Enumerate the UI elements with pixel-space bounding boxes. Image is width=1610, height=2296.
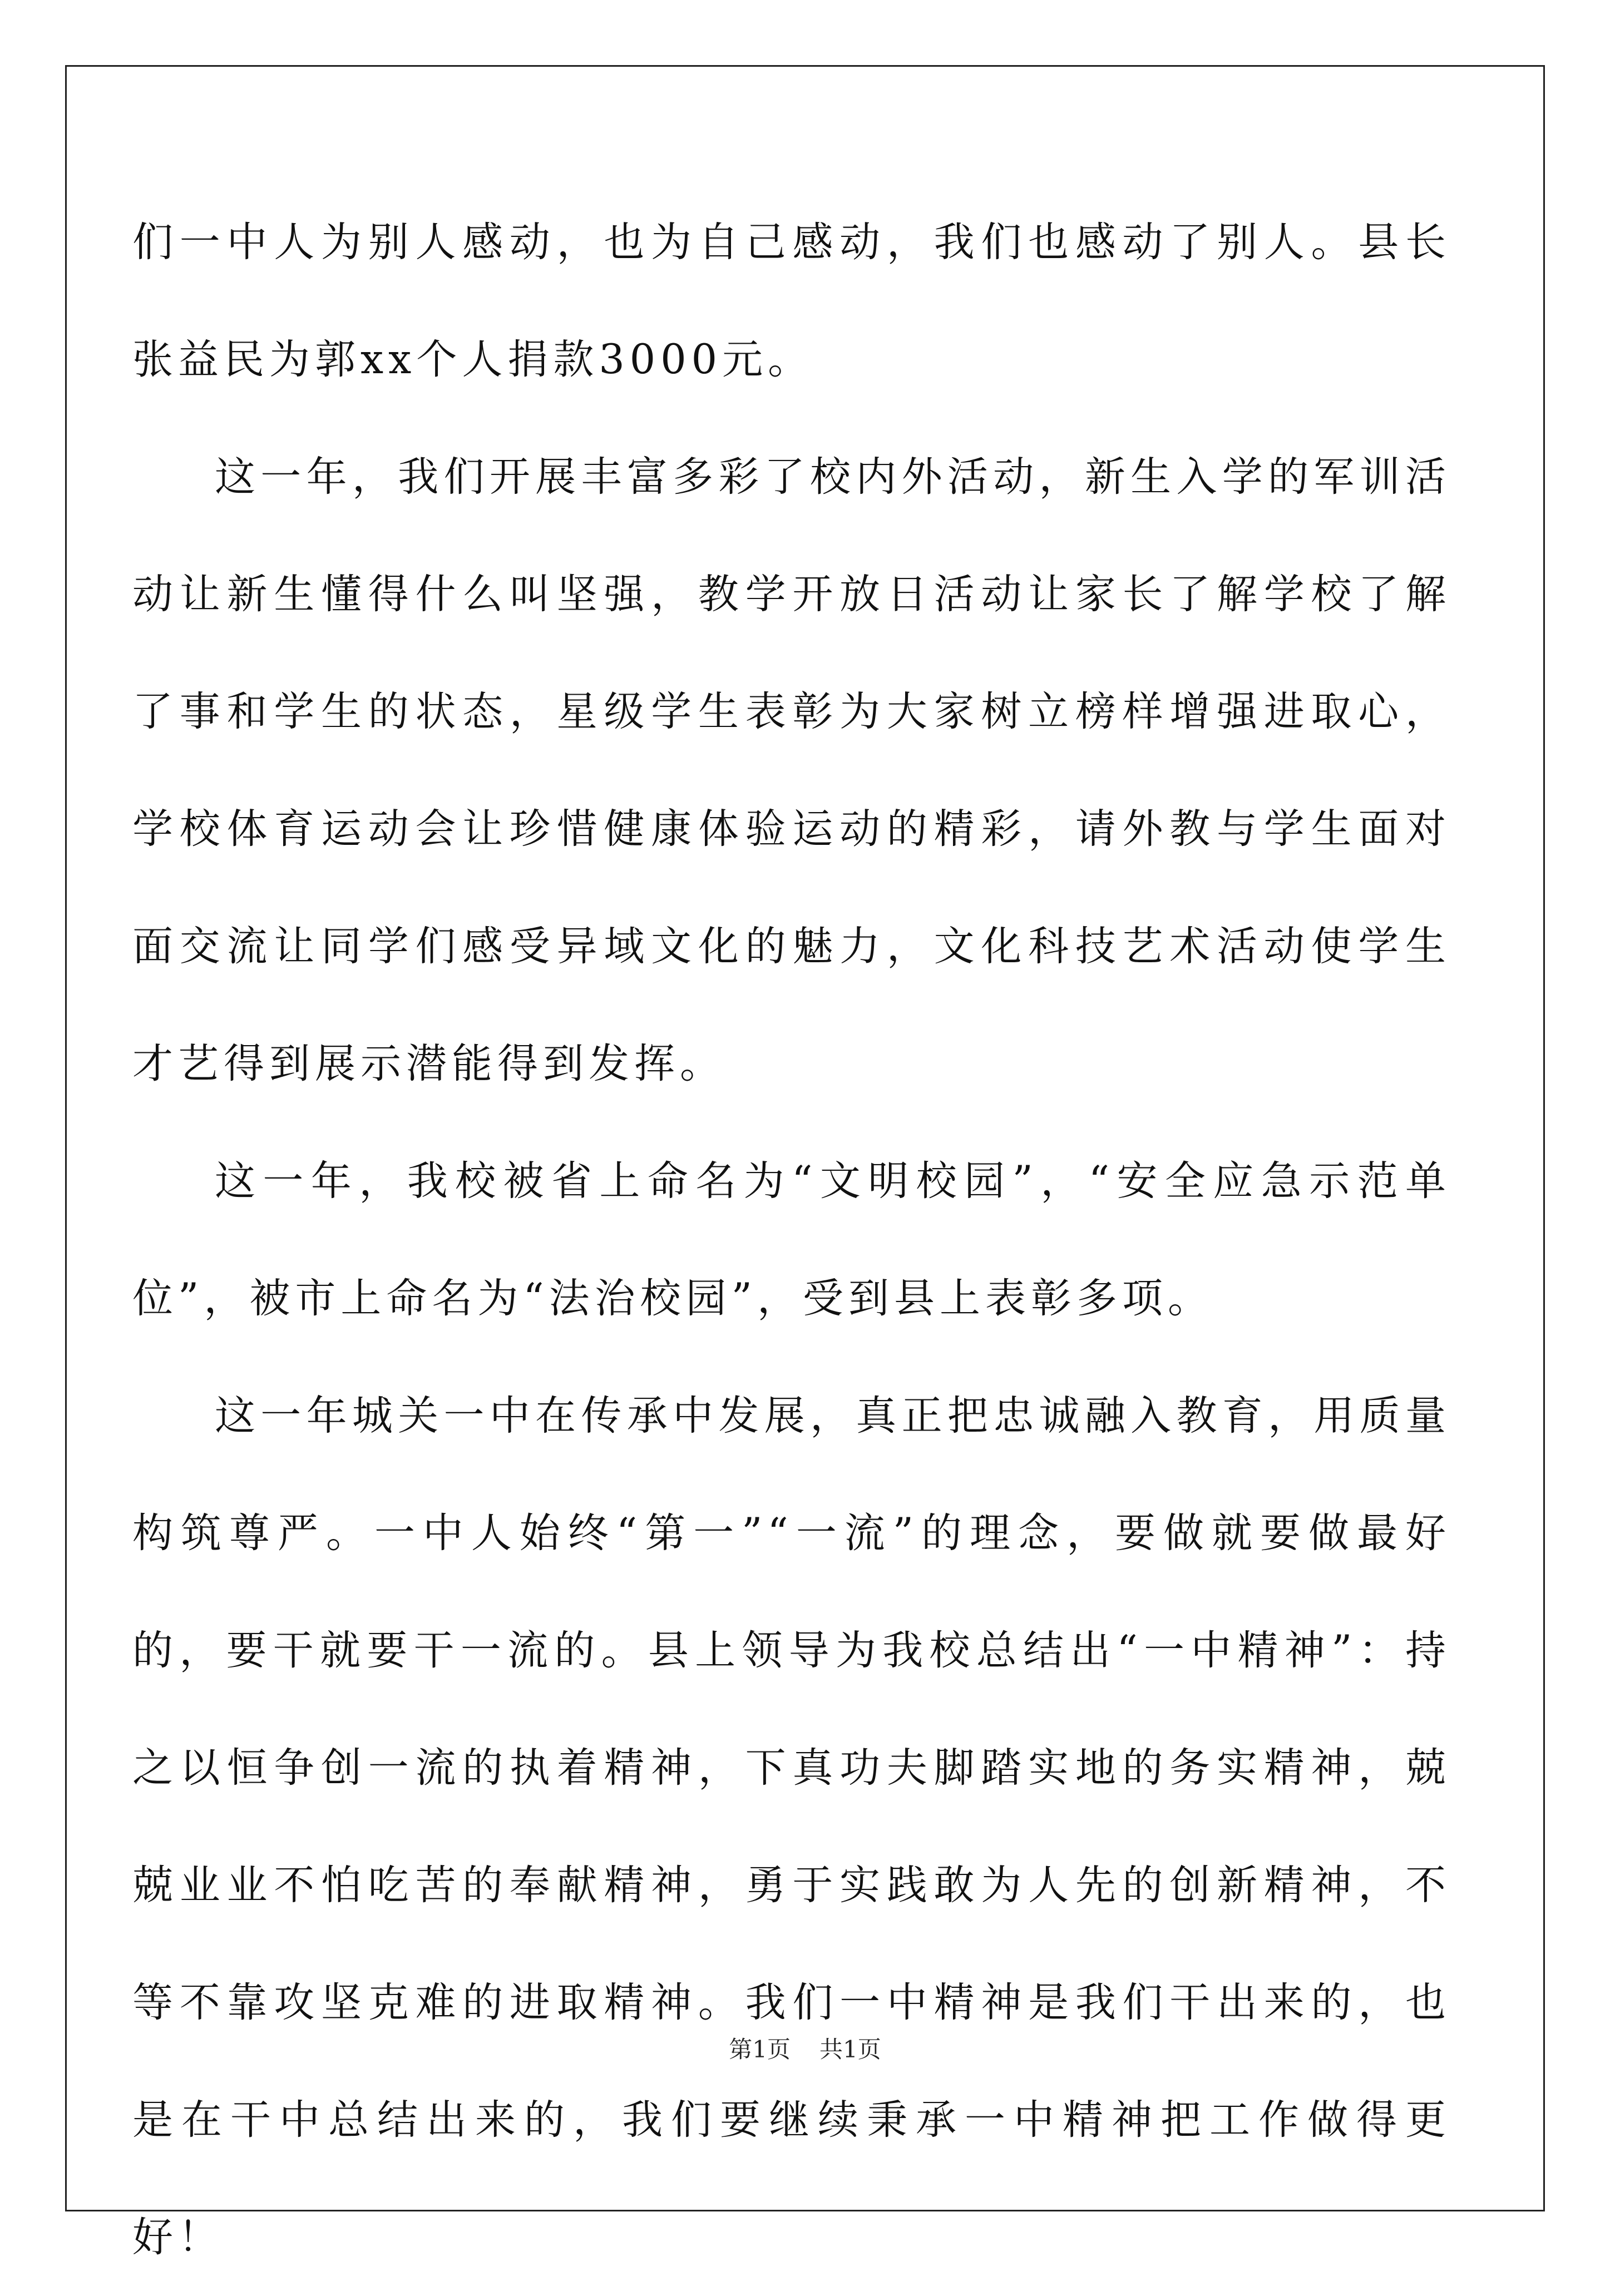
page-footer (0, 2033, 1610, 2066)
page-number: 第1页 (729, 2036, 791, 2063)
document-body (132, 184, 1451, 2296)
page-total: 共1页 (819, 2036, 881, 2063)
paragraph-3: 这一年，我校被省上命名为“文明校园”，“安全应急示范单位”，被市上命名为“法治校园”，受到县上表彰多项。 (132, 1157, 1451, 1322)
paragraph-2: 这一年，我们开展丰富多彩了校内外活动，新生入学的军训活动让新生懂得什么叫坚强，教学开放日活动让家长了解学校了解了事和学生的状态，星级学生表彰为大家树立榜样增强进取心，学校体育运动会让珍惜健康体验运动的精彩，请外教与学生面对面交流让同学们感受异域文化的魅力，文化科技艺术活动使学生才艺得到展示潜能得到发挥。 (132, 453, 1451, 1087)
paragraph-1: 们一中人为别人感动，也为自己感动，我们也感动了别人。县长张益民为郭xx个人捐款3000元。 (132, 219, 1451, 383)
paragraph-4: 这一年城关一中在传承中发展，真正把忠诚融入教育，用质量构筑尊严。一中人始终“第一”“一流”的理念，要做就要做最好的，要干就要干一流的。县上领导为我校总结出“一中精神”：持之以恒争创一流的执着精神，下真功夫脚踏实地的务实精神，兢兢业业不怕吃苦的奉献精神，勇于实践敢为人先的创新精神，不等不靠攻坚克难的进取精神。我们一中精神是我们干出来的，也是在干中总结出来的，我们要继续秉承一中精神把工作做得更好！ (132, 1392, 1451, 2261)
